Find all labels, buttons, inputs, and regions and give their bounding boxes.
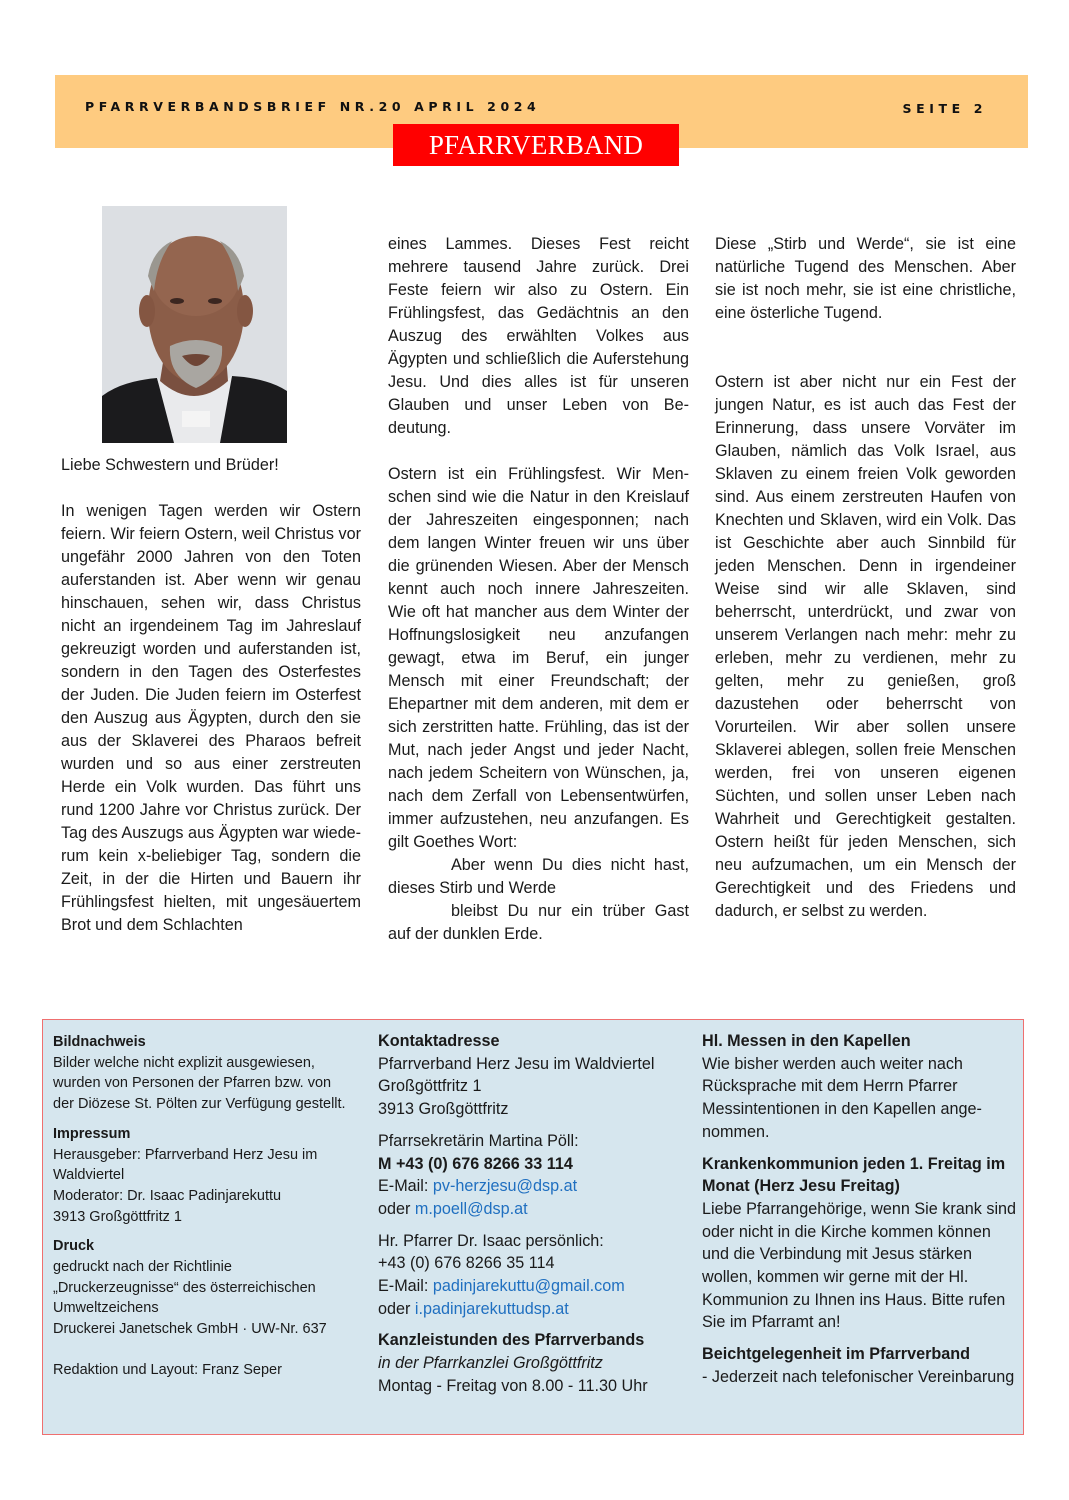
email-row	[378, 1298, 698, 1321]
goethe-quote-line: bleibst Du nur ein trüber Gast	[451, 902, 689, 920]
info-column-imprint	[53, 1032, 353, 1381]
or-label: oder	[378, 1299, 415, 1318]
article-paragraph: Ostern ist ein Frühlingsfest. Wir Menschen sind wie die Natur in den Kreislauf der Jahreszeiten eingesponnen; nach dem langen Winter freuen wir uns über die grünenden Wiesen. Aber der Mensch kennt auch noch innere Jahreszeiten. Wie oft hat mancher aus dem Winter der Hoffnungslosigkeit neu anzufangen gewagt, etwa im Beruf, ein junger Mensch mit einer Freundschaft; der Ehepartner mit dem anderen, mit dem er sich zerstritten hatte. Frühling, das ist der Mut, nach jeder Angst und jeder Nacht, nach jedem Scheitern von Wünschen, ja, nach dem Zerfall von Lebensentwürfen, immer aufzustehen, neu anzufangen. Es gilt Goethes Wort:	[388, 465, 689, 851]
druck-line: „Druckerzeugnisse“ des österreichischen Umweltzeichens	[53, 1279, 316, 1317]
email-row	[378, 1275, 698, 1298]
kontakt-block	[378, 1030, 698, 1121]
bildnachweis-text: Bilder welche nicht explizit ausgewiesen, wurden von Personen der Pfarren bzw. von der Diözese St. Pölten zur Verfügung gestellt.	[53, 1054, 346, 1113]
secretary-label: Pfarrsekretärin Martina Pöll:	[378, 1131, 579, 1150]
kontakt-line: Großgöttfritz 1	[378, 1077, 482, 1096]
greeting: Liebe Schwestern und Brüder!	[61, 456, 279, 474]
article-paragraph: Ostern ist aber nicht nur ein Fest der jungen Natur, es ist auch das Fest der Erinnerung, dass unsere Vorväter im Glauben, nämlich das Volk Israel, aus Sklaven zu einem freien Volk geworden sind. Aus einem zerstreuten Haufen von Knechten und Sklaven, wird ein Volk. Das ist Geschichte aber auch Sinnbild für jeden Menschen. Denn in irgendeiner Weise sind wir alle Sklaven, sind beherrscht, unterdrückt, und zwar von unserem Verlangen nach mehr: mehr zu erleben, mehr zu verdienen, mehr zu gelten, mehr zu genießen, groß dazustehen oder beherrscht von Vorurteilen. Wir aber sollen unsere Sklaverei ablegen, sollen freie Menschen werden, frei von unseren eigenen Süchten, und sollen unser Leben nach Wahrheit und Gerechtigkeit gestalten. Ostern heißt für jeden Menschen, sich neu aufzumachen, um ein Mensch der Gerechtigkeit und des Friedens und dadurch, er selbst zu werden.	[715, 373, 1016, 920]
kanzlei-block	[378, 1329, 698, 1397]
email-label: E-Mail:	[378, 1277, 433, 1296]
impressum-publisher: Herausgeber: Pfarrverband Herz Jesu im Waldviertel	[53, 1146, 318, 1184]
pfarrer-block	[378, 1230, 698, 1321]
kontakt-line: Pfarrverband Herz Jesu im Waldviertel	[378, 1054, 655, 1073]
article-paragraph: Diese „Stirb und Werde“, sie ist eine natürliche Tugend des Menschen. Aber sie ist noch mehr, sie ist eine christliche, eine österliche Tugend.	[715, 235, 1016, 322]
beichte-heading: Beichtgelegenheit im Pfarrverband	[702, 1345, 971, 1364]
email-link-parish[interactable]: pv-herzjesu@dsp.at	[432, 1177, 578, 1196]
article-column-2	[388, 233, 689, 946]
email-row	[378, 1175, 698, 1198]
impressum-block	[53, 1124, 353, 1228]
impressum-address: 3913 Großgöttfritz 1	[53, 1208, 182, 1225]
beichte-block	[702, 1343, 1017, 1388]
druck-heading: Druck	[53, 1238, 95, 1255]
email-link-pfarrer-dsp[interactable]: i.padinjarekuttudsp.at	[414, 1299, 569, 1318]
druck-printer: Druckerei Janetschek GmbH · UW-Nr. 637	[53, 1321, 327, 1338]
goethe-quote-line: auf der dunklen Erde.	[388, 925, 543, 943]
portrait-image	[102, 206, 287, 443]
article-paragraph: eines Lammes. Dieses Fest reicht mehrere tausend Jahre zurück. Drei Feste feiern wir also zu Ostern. Ein Frühlingsfest, das Gedächtnis an den Auszug des erwählten Volkes aus Ägypten und schließlich die Auferstehung Jesu. Und dies alles ist für unseren Glauben und unser Leben von Bedeutung.	[388, 235, 689, 437]
kontakt-line: 3913 Großgöttfritz	[378, 1100, 509, 1119]
pfarrer-label: Hr. Pfarrer Dr. Isaac persönlich:	[378, 1231, 604, 1250]
bildnachweis-heading: Bildnachweis	[53, 1034, 146, 1050]
secretary-block	[378, 1130, 698, 1221]
article-paragraph: In wenigen Tagen werden wir Ostern feiern. Wir feiern Ostern, weil Christus vor ungefähr 2000 Jahren von den Toten auferstanden ist. Aber wenn wir genau hinschauen, sehen wir, dass Christus nicht an irgendeinem Tag im Jahreslauf gekreuzigt worden und auferstanden ist, sondern in den Tagen des Osterfestes der Juden. Die Juden feiern im Osterfest den Auszug aus Ägypten, durch den sie aus der Sklaverei des Pharaos befreit wurden und so aus einer zerstreuten Herde ein Volk wurden. Das führt uns rund 1200 Jahre vor Christus zurück. Der Tag des Auszugs aus Ägypten war wiederum kein x-beliebiger Tag, sondern die Zeit, in der die Hirten und Bauern ihr Frühlingsfest hielten, mit ungesäuertem Brot und dem Schlachten	[61, 502, 361, 934]
krankenkommunion-block	[702, 1153, 1017, 1335]
goethe-quote-line: dieses Stirb und Werde	[388, 879, 556, 897]
druck-block	[53, 1236, 353, 1340]
or-label: oder	[378, 1199, 415, 1218]
impressum-heading: Impressum	[53, 1125, 131, 1142]
email-link-pfarrer-gmail[interactable]: padinjarekuttu@gmail.com	[432, 1277, 625, 1296]
article-column-1	[61, 454, 361, 937]
bildnachweis-block	[53, 1032, 353, 1115]
kanzlei-heading: Kanzleistunden des Pfarrverbands	[378, 1331, 645, 1350]
pfarrer-phone[interactable]: +43 (0) 676 8266 35 114	[378, 1254, 555, 1273]
section-label: PFARRVERBAND	[393, 124, 679, 166]
druck-line: gedruckt nach der Richtlinie	[53, 1259, 232, 1276]
kontakt-heading: Kontaktadresse	[378, 1032, 500, 1050]
messen-block	[702, 1030, 1017, 1144]
impressum-moderator: Moderator: Dr. Isaac Padinjarekuttu	[53, 1187, 282, 1204]
krankenkommunion-heading: Krankenkommunion jeden 1. Freitag im Monat (Herz Jesu Freitag)	[702, 1154, 1006, 1196]
info-column-services	[702, 1030, 1017, 1389]
goethe-quote-line: Aber wenn Du dies nicht hast,	[451, 856, 689, 874]
email-link-secretary[interactable]: m.poell@dsp.at	[414, 1199, 528, 1218]
messen-heading: Hl. Messen in den Kapellen	[702, 1032, 911, 1050]
kanzlei-location: in der Pfarrkanzlei Großgöttfritz	[378, 1354, 603, 1373]
redaktion-credit: Redaktion und Layout: Franz Seper	[53, 1361, 282, 1378]
secretary-phone[interactable]: M +43 (0) 676 8266 33 114	[378, 1154, 573, 1173]
article-column-3	[715, 233, 1016, 923]
info-column-contact	[378, 1030, 698, 1398]
pastor-portrait	[102, 206, 287, 443]
email-label: E-Mail:	[378, 1177, 433, 1196]
newsletter-title: PFARRVERBANDSBRIEF NR.20 APRIL 2024	[85, 99, 541, 114]
beichte-text: - Jederzeit nach telefonischer Vereinbarung	[702, 1367, 1015, 1386]
krankenkommunion-text: Liebe Pfarrangehörige, wenn Sie krank sind oder nicht in die Kirche kommen können und die Verbindung mit Jesus stärken wollen, kommen wir gerne mit der Hl. Kommunion zu Ihnen ins Haus. Bitte rufen Sie im Pfarramt an!	[702, 1199, 1017, 1332]
info-box	[42, 1019, 1024, 1435]
email-row	[378, 1198, 698, 1221]
kanzlei-hours: Montag - Freitag von 8.00 - 11.30 Uhr	[378, 1376, 648, 1395]
messen-text: Wie bisher werden auch weiter nach Rücksprache mit dem Herrn Pfarrer Messintentionen in den Kapellen angenommen.	[702, 1054, 982, 1141]
page-number: SEITE 2	[902, 101, 987, 116]
